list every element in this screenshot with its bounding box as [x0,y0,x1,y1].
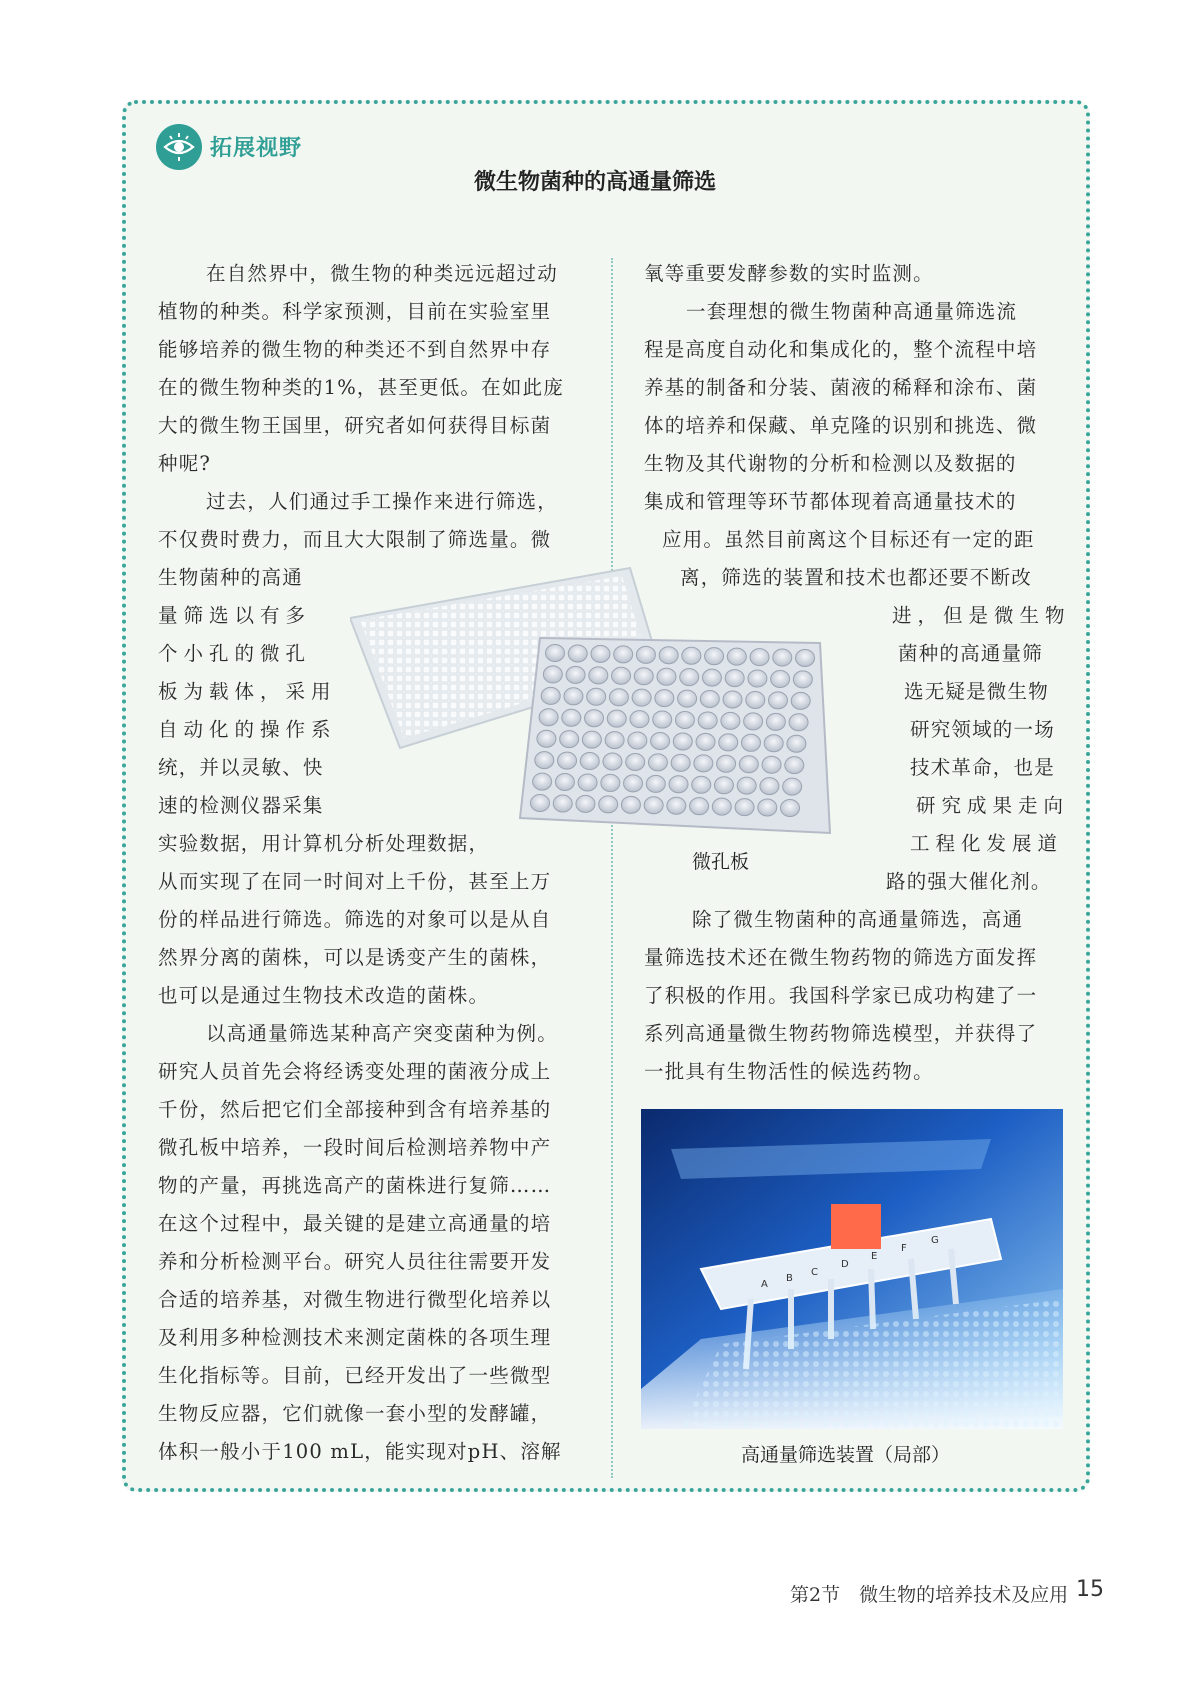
microplate-well [748,670,767,687]
text-line: 养基的制备和分装、菌液的稀释和涂布、菌 [644,376,1038,399]
microplate-well [644,797,663,814]
text-line: 体积一般小于100 mL，能实现对pH、溶解 [158,1440,562,1463]
text-line: 选无疑是微生物 [904,680,1049,703]
microplate-well [605,732,624,749]
microplate-illustration [350,548,870,838]
text-line: 物的产量，再挑选高产的菌株进行复筛…… [158,1174,552,1197]
microplate-well [614,646,633,663]
text-line: 植物的种类。科学家预测，目前在实验室里 [158,300,552,323]
text-line: 一批具有生物活性的候选药物。 [644,1060,934,1083]
text-line: 大的微生物王国里，研究者如何获得目标菌 [158,414,552,437]
microplate-well [560,731,579,748]
microplate-well [587,688,606,705]
microplate-well [682,647,701,664]
text-line: 速的检测仪器采集 [158,794,324,817]
microplate-well [671,754,690,771]
microplate-well [762,756,781,773]
microplate-well [655,690,674,707]
microplate-well [746,691,765,708]
microplate-well [793,671,812,688]
text-line: 从而实现了在同一时间对上千份，甚至上万 [158,870,552,893]
microplate-well [646,775,665,792]
microplate-well [628,732,647,749]
text-line: 量筛选技术还在微生物药物的筛选方面发挥 [644,946,1038,969]
microplate-well [692,776,711,793]
microplate-well [787,735,806,752]
microplate-well [580,753,599,770]
microplate-well [680,669,699,686]
microplate-well [739,756,758,773]
screening-device-photo [641,1109,1063,1429]
text-line: 了积极的作用。我国科学家已成功构建了一 [644,984,1038,1007]
microplate-well [591,645,610,662]
microplate-well [700,691,719,708]
microplate-well [562,709,581,726]
text-line: 份的样品进行筛选。筛选的对象可以是从自 [158,908,552,931]
microplate-well [694,755,713,772]
text-line: 离，筛选的装置和技术也都还要不断改 [680,566,1032,589]
text-line: 工程化发展道 [910,832,1064,855]
microplate-well [653,711,672,728]
microplate-well [599,796,618,813]
microplate-well [533,773,552,790]
text-line: 以高通量筛选某种高产突变菌种为例。 [206,1022,558,1045]
text-line: 体的培养和保藏、单克隆的识别和挑选、微 [644,414,1038,437]
microplate-well [721,712,740,729]
microplate-well [630,711,649,728]
microplate-well [750,649,769,666]
microplate-well [764,735,783,752]
text-line: 能够培养的微生物的种类还不到自然界中存 [158,338,552,361]
text-line: 合适的培养基，对微生物进行微型化培养以 [158,1288,552,1311]
microplate-well [766,713,785,730]
microplate-well [791,692,810,709]
device-photo-caption: 高通量筛选装置（局部） [741,1444,951,1466]
microplate-well [717,755,736,772]
svg-text:A B C D: A B C D E F G [761,1235,939,1290]
text-line: 个小孔的微孔 [158,642,312,665]
microplate-well [712,798,731,815]
microplate-well [541,687,560,704]
text-line: 在自然界中，微生物的种类远远超过动 [206,262,558,285]
microplate-well [624,775,643,792]
microplate-well [558,752,577,769]
text-line: 量筛选以有多 [158,604,312,627]
microplate-well [785,757,804,774]
microplate-well [537,730,556,747]
page-number: 15 [1076,1577,1104,1602]
microplate-well [634,668,653,685]
column-divider [611,258,613,1478]
microplate-well [535,752,554,769]
microplate-well [783,778,802,795]
text-line: 在的微生物种类的1%，甚至更低。在如此庞 [158,376,564,399]
microplate-well [531,795,550,812]
text-line: 微孔板中培养，一段时间后检测培养物中产 [158,1136,552,1159]
microplate-well [636,646,655,663]
text-line: 技术革命，也是 [910,756,1055,779]
microplate-well [621,796,640,813]
text-line: 过去，人们通过手工操作来进行筛选， [206,490,558,513]
text-line: 实验数据，用计算机分析处理数据， [158,832,490,855]
microplate-well [705,648,724,665]
text-line: 生化指标等。目前，已经开发出了一些微型 [158,1364,552,1387]
text-line: 应用。虽然目前离这个目标还有一定的距 [662,528,1035,551]
microplate-well [768,692,787,709]
microplate-well [582,731,601,748]
text-line: 养和分析检测平台。研究人员往往需要开发 [158,1250,552,1273]
microplate-well [609,689,628,706]
microplate-well [702,669,721,686]
microplate-well [723,691,742,708]
microplate-well [539,709,558,726]
microplate-well [760,778,779,795]
text-line: 在这个过程中，最关键的是建立高通量的培 [158,1212,552,1235]
microplate-well [564,688,583,705]
text-line: 自动化的操作系 [158,718,337,741]
text-line: 进，但是微生物 [892,604,1071,627]
microplate-well [578,774,597,791]
section-badge-label: 拓展视野 [210,136,303,161]
text-line: 路的强大催化剂。 [886,870,1052,893]
microplate-well [781,800,800,817]
microplate-well [737,777,756,794]
microplate-well [727,648,746,665]
text-line: 研究人员首先会将经诱变处理的菌液分成上 [158,1060,552,1083]
microplate-well [675,712,694,729]
text-line: 种呢? [158,452,212,475]
text-line: 板为载体，采用 [158,680,337,703]
microplate-well [603,753,622,770]
text-line: 千份，然后把它们全部接种到含有培养基的 [158,1098,552,1121]
microplate-well [698,712,717,729]
microplate-well [601,774,620,791]
text-line: 生物反应器，它们就像一套小型的发酵罐， [158,1402,552,1425]
microplate-well [589,667,608,684]
microplate-well [555,774,574,791]
microplate-well [568,645,587,662]
microplate-well [735,799,754,816]
text-line: 程是高度自动化和集成化的，整个流程中培 [644,338,1038,361]
microplate-well [719,734,738,751]
text-line: 一套理想的微生物菌种高通量筛选流 [686,300,1018,323]
page-footer-chapter: 第2节 微生物的培养技术及应用 [790,1584,1069,1606]
microplate-well [789,714,808,731]
section-title: 微生物菌种的高通量筛选 [473,170,716,195]
microplate-well [673,733,692,750]
text-line: 氧等重要发酵参数的实时监测。 [644,262,934,285]
microplate-well [657,668,676,685]
microplate-well [585,710,604,727]
microplate-well [553,795,572,812]
microplate-well [773,649,792,666]
microplate-well [651,732,670,749]
text-line: 及利用多种检测技术来测定菌株的各项生理 [158,1326,552,1349]
microplate-well [546,645,565,662]
microplate-well [714,777,733,794]
microplate-well [725,670,744,687]
microplate-well [690,798,709,815]
eye-icon [156,124,202,170]
text-line: 研究成果走向 [916,794,1070,817]
text-line: 系列高通量微生物药物筛选模型，并获得了 [644,1022,1038,1045]
microplate-well [566,666,585,683]
microplate-well [667,797,686,814]
text-line: 不仅费时费力，而且大大限制了筛选量。微 [158,528,552,551]
text-line: 生物及其代谢物的分析和检测以及数据的 [644,452,1017,475]
microplate-well [612,667,631,684]
microplate-well [607,710,626,727]
microplate-well [696,733,715,750]
microplate-well [741,734,760,751]
text-line: 集成和管理等环节都体现着高通量技术的 [644,490,1017,513]
microplate-well [576,795,595,812]
microplate-well [678,690,697,707]
text-line: 研究领域的一场 [910,718,1055,741]
microplate-well [648,754,667,771]
text-line: 统，并以灵敏、快 [158,756,324,779]
microplate-well [771,670,790,687]
microplate-well [669,776,688,793]
text-line: 除了微生物菌种的高通量筛选，高通 [692,908,1024,931]
microplate-well [796,650,815,667]
microplate-well [543,666,562,683]
text-line: 生物菌种的高通 [158,566,303,589]
microplate-well [659,647,678,664]
microplate-well [758,799,777,816]
text-line: 菌种的高通量筛 [898,642,1043,665]
microplate-well [744,713,763,730]
text-line: 然界分离的菌株，可以是诱变产生的菌株， [158,946,552,969]
microplate-well [626,753,645,770]
text-line: 也可以是通过生物技术改造的菌株。 [158,984,490,1007]
microplate-well [632,689,651,706]
microplate-caption: 微孔板 [692,851,750,873]
